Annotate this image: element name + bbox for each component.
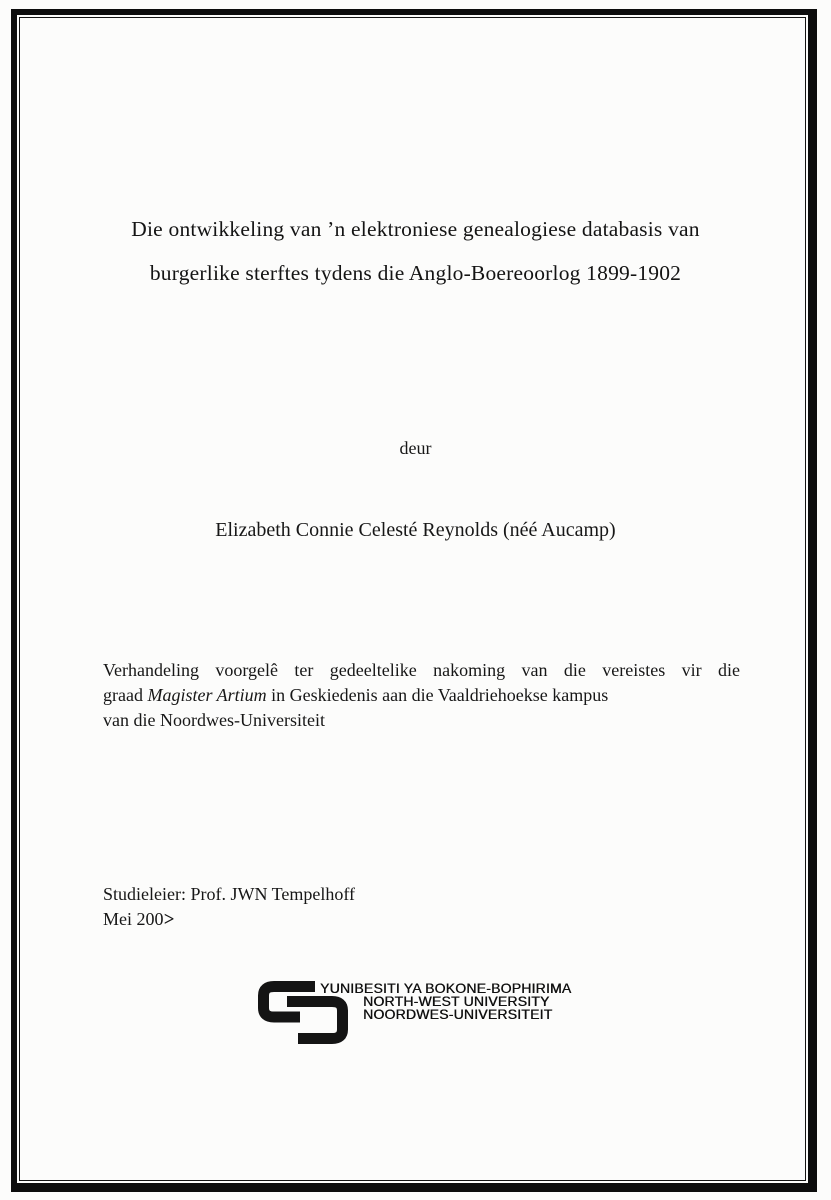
submission-line3: van die Noordwes-Universiteit: [103, 710, 325, 730]
logo-line-setswana: YUNIBESITI YA BOKONE-BOPHIRIMA: [320, 980, 572, 996]
nwu-logo-wordmark: [320, 982, 571, 1021]
thesis-title-line2: burgerlike sterftes tydens die Anglo-Boereoorlog 1899-1902: [149, 261, 682, 285]
supervisor-block: [103, 882, 355, 932]
thesis-title: [0, 207, 831, 295]
byline-label: deur: [399, 438, 432, 458]
submission-line2-suffix: in Geskiedenis aan die Vaaldriehoekse kampus: [266, 685, 609, 705]
date-seven-glyph: >: [163, 907, 175, 931]
submission-line2: [103, 683, 740, 708]
submission-line2-prefix: graad: [103, 685, 148, 705]
logo-line-english: NORTH-WEST UNIVERSITY: [363, 993, 550, 1009]
logo-line-afrikaans: NOORDWES-UNIVERSITEIT: [363, 1006, 553, 1022]
date-text: Mei 200: [103, 909, 164, 929]
submission-statement: [103, 658, 740, 733]
nwu-logo: [257, 981, 587, 1051]
date-line: [103, 907, 355, 932]
thesis-title-line1: Die ontwikkeling van ’n elektroniese genealogiese databasis van: [131, 217, 700, 241]
supervisor-line: Studieleier: Prof. JWN Tempelhoff: [103, 884, 356, 904]
degree-name: Magister Artium: [147, 685, 267, 705]
submission-line1: Verhandeling voorgelê ter gedeeltelike nakoming van die vereistes vir die: [103, 660, 740, 680]
author-name: Elizabeth Connie Celesté Reynolds (néé Aucamp): [215, 519, 616, 541]
